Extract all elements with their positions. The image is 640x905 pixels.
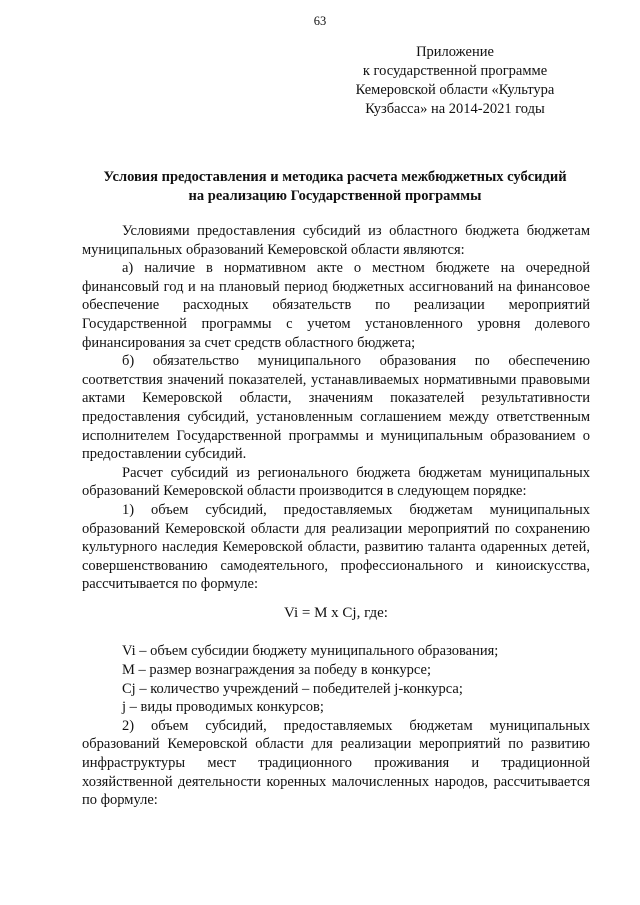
appendix-line: Кузбасса» на 2014-2021 годы [365, 101, 545, 117]
title-line: Условия предоставления и методика расчета межбюджетных субсидий [103, 169, 567, 185]
paragraph: 1) объем субсидий, предоставляемых бюджетам муниципальных образований Кемеровской области для реализации мероприятий по сохранению культурного наследия Кемеровской области, развитию таланта одаренных детей, совершенствованию самодеятельного, профессионального и киноискусства, рассчитывается по формуле: [82, 501, 590, 593]
definition-item: М – размер вознаграждения за победу в конкурсе; [122, 662, 431, 679]
paragraph: Расчет субсидий из регионального бюджета бюджетам муниципальных образований Кемеровской области производится в следующем порядке: [82, 464, 590, 500]
appendix-line: к государственной программе [362, 63, 548, 79]
definition-item: Cj – количество учреждений – победителей j-конкурса; [122, 680, 463, 697]
document-body [82, 222, 590, 810]
paragraph: 2) объем субсидий, предоставляемых бюджетам муниципальных образований Кемеровской области для реализации мероприятий по развитию инфраструктуры мест традиционного проживания и традиционной хозяйственной деятельности коренных малочисленных народов, рассчитывается по формуле: [82, 717, 590, 809]
appendix-header [320, 43, 590, 119]
definition-item: Vi – объем субсидии бюджету муниципального образования; [122, 643, 499, 660]
title-line: на реализацию Государственной программы [188, 188, 482, 204]
paragraph: б) обязательство муниципального образования по обеспечению соответствия значений показателей, устанавливаемых нормативными правовыми актами Кемеровской области, значениям показателей результативности предоставления субсидий, установленным соглашением между ответственным исполнителем Государственной программы и муниципальным образованием о предоставлении субсидий. [82, 353, 590, 463]
appendix-line: Кемеровской области «Культура [355, 82, 555, 98]
formula-definitions [82, 642, 590, 716]
paragraph: а) наличие в нормативном акте о местном бюджете на очередной финансовый год и на плановый период бюджетных ассигнований на финансовое обеспечение расходных обязательств по реализации мероприятий Государственной программы с учетом установленного уровня долевого финансирования за счет средств областного бюджета; [82, 260, 590, 351]
page-number: 63 [313, 14, 327, 28]
definition-item: j – виды проводимых конкурсов; [122, 699, 324, 716]
paragraph: Условиями предоставления субсидий из областного бюджета бюджетам муниципальных образований Кемеровской области являются: [82, 223, 590, 258]
appendix-line: Приложение [416, 44, 494, 60]
formula: Vi = M x Cj, где: [284, 604, 388, 621]
document-title [80, 168, 590, 206]
